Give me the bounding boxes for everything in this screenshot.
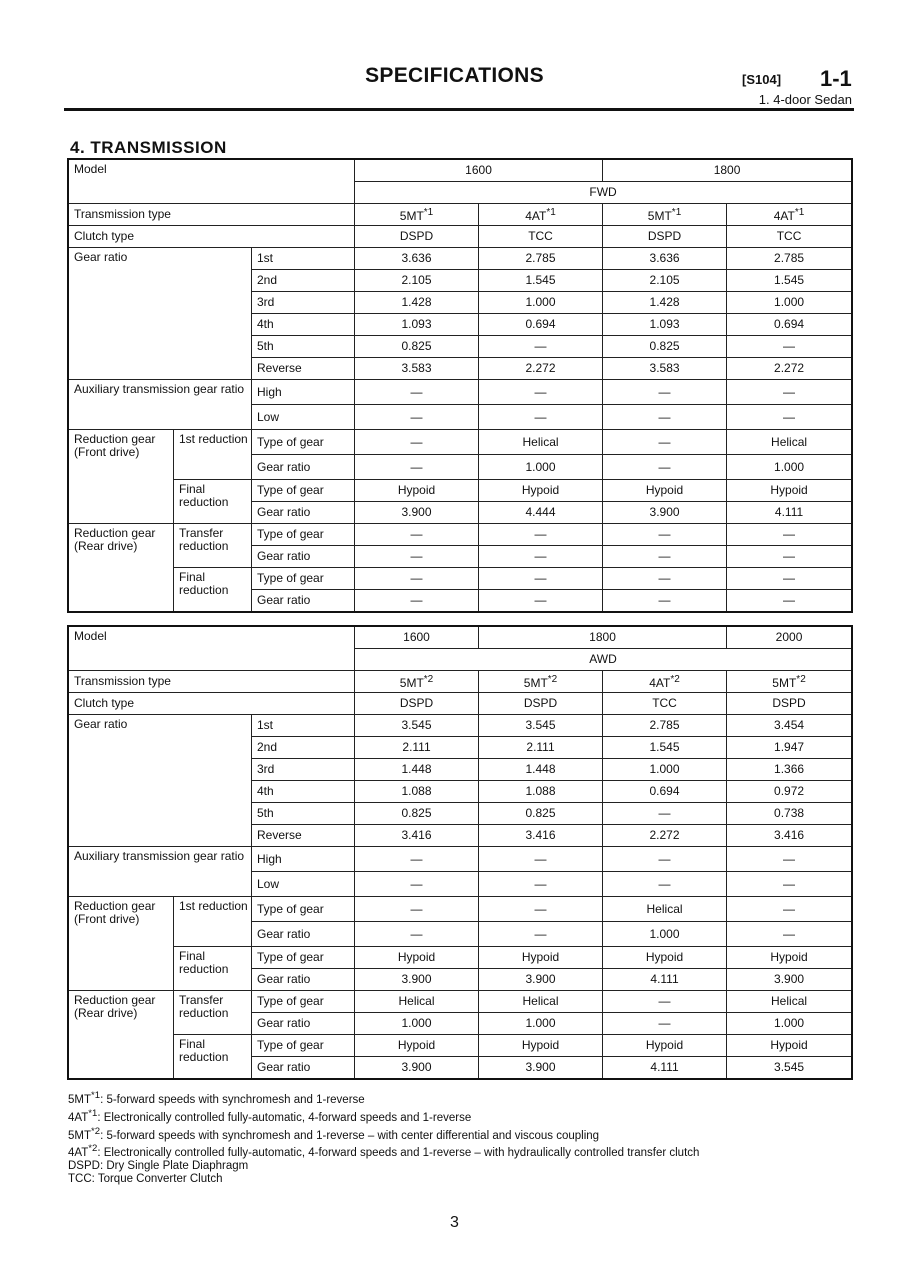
transmission-type-cell: 5MT$^{*2}$ [479,671,603,693]
value-cell: 3.900 [479,1057,603,1079]
value-cell: Helical [479,991,603,1013]
value-cell: 1.000 [727,292,852,314]
value-cell: — [355,455,479,480]
gear-label: 3rd [252,292,355,314]
aux-row-label: Low [252,405,355,430]
value-cell: — [603,546,727,568]
value-cell: — [603,568,727,590]
value-cell: 0.738 [727,803,852,825]
row-label: Type of gear [252,568,355,590]
value-cell: 3.545 [479,715,603,737]
value-cell: Hypoid [727,1035,852,1057]
value-cell: Helical [603,897,727,922]
reduction-group-label: Final reduction [174,947,252,991]
value-cell: 2.111 [479,737,603,759]
clutch-cell: TCC [479,226,603,248]
gear-label: 5th [252,336,355,358]
value-cell: 3.900 [355,969,479,991]
value-cell: — [355,847,479,872]
value-cell: 1.093 [603,314,727,336]
value-cell: — [479,380,603,405]
footnotes [68,1089,699,1186]
value-cell: Helical [355,991,479,1013]
row-label: Gear ratio [252,546,355,568]
value-cell: 4.111 [603,969,727,991]
value-cell: — [479,405,603,430]
value-cell: — [479,922,603,947]
value-cell: — [479,546,603,568]
gear-label: 2nd [252,270,355,292]
value-cell: — [355,872,479,897]
value-cell: 3.900 [727,969,852,991]
row-label: Type of gear [252,897,355,922]
footnote: 5MT$^{*1}$: 5-forward speeds with synchromesh and 1-reverse [68,1090,365,1106]
header-rule [64,108,854,111]
value-cell: 3.900 [355,502,479,524]
engine-1600: 1600 [355,627,479,649]
value-cell: 1.545 [727,270,852,292]
value-cell: — [355,524,479,546]
transmission-type-cell: 4AT$^{*1}$ [727,204,852,226]
section-code: [S104] [742,72,782,87]
value-cell: — [355,380,479,405]
row-label: Type of gear [252,947,355,969]
engine-1800: 1800 [479,627,727,649]
value-cell: 4.111 [603,1057,727,1079]
model-label: Model [69,627,355,671]
value-cell: 2.785 [479,248,603,270]
row-label: Type of gear [252,1035,355,1057]
value-cell: Helical [727,991,852,1013]
value-cell: — [479,872,603,897]
gear-label: 4th [252,314,355,336]
value-cell: Hypoid [355,947,479,969]
reduction-group-label: Final reduction [174,1035,252,1079]
value-cell: 1.000 [603,922,727,947]
value-cell: 1.448 [479,759,603,781]
value-cell: Helical [479,430,603,455]
value-cell: Hypoid [479,1035,603,1057]
front-reduction-label: Reduction gear (Front drive) [69,897,174,991]
page-reference: 1-1 [820,66,852,91]
value-cell: — [727,336,852,358]
value-cell: — [727,405,852,430]
value-cell: — [727,546,852,568]
value-cell: Hypoid [603,480,727,502]
value-cell: 3.636 [355,248,479,270]
clutch-cell: DSPD [355,693,479,715]
value-cell: 3.416 [727,825,852,847]
gear-label: 2nd [252,737,355,759]
value-cell: — [603,991,727,1013]
clutch-cell: DSPD [727,693,852,715]
value-cell: 4.444 [479,502,603,524]
drive-awd: AWD [355,649,852,671]
value-cell: 1.366 [727,759,852,781]
value-cell: — [727,380,852,405]
rear-reduction-label: Reduction gear (Rear drive) [69,991,174,1079]
footnote: 5MT$^{*2}$: 5-forward speeds with synchromesh and 1-reverse – with center differential and viscous coupling [68,1125,600,1142]
value-cell: — [479,847,603,872]
page-subtitle: 1. 4-door Sedan [758,92,852,107]
row-label: Type of gear [252,480,355,502]
rear-reduction-label: Reduction gear (Rear drive) [69,524,174,612]
value-cell: — [727,590,852,612]
value-cell: 2.785 [603,715,727,737]
gear-label: Reverse [252,825,355,847]
row-label: Gear ratio [252,922,355,947]
value-cell: 1.947 [727,737,852,759]
value-cell: 4.111 [727,502,852,524]
gear-label: 5th [252,803,355,825]
value-cell: 3.583 [603,358,727,380]
value-cell: 0.825 [355,803,479,825]
value-cell: 0.972 [727,781,852,803]
value-cell: — [603,405,727,430]
transmission-type-cell: 5MT$^{*1}$ [355,204,479,226]
value-cell: — [603,524,727,546]
footnote: 4AT$^{*1}$: Electronically controlled fully-automatic, 4-forward speeds and 1-reverse [68,1107,472,1124]
value-cell: 0.825 [479,803,603,825]
reduction-group-label: Final reduction [174,480,252,524]
value-cell: 0.694 [727,314,852,336]
value-cell: 1.088 [355,781,479,803]
value-cell: 1.000 [479,292,603,314]
value-cell: — [603,430,727,455]
value-cell: 3.900 [479,969,603,991]
clutch-cell: DSPD [355,226,479,248]
row-label: Type of gear [252,524,355,546]
value-cell: Hypoid [355,1035,479,1057]
reduction-group-label: 1st reduction [174,430,252,480]
reduction-group-label: Final reduction [174,568,252,612]
aux-row-label: High [252,380,355,405]
value-cell: 2.272 [603,825,727,847]
reduction-group-label: Transfer reduction [174,991,252,1035]
value-cell: 2.272 [479,358,603,380]
engine-2000: 2000 [727,627,852,649]
aux-gear-label: Auxiliary transmission gear ratio [69,380,252,430]
value-cell: 1.000 [479,455,603,480]
clutch-cell: DSPD [603,226,727,248]
value-cell: — [355,897,479,922]
value-cell: — [479,336,603,358]
row-label: Gear ratio [252,455,355,480]
value-cell: 2.785 [727,248,852,270]
transmission-type-label: Transmission type [69,671,355,693]
value-cell: 1.448 [355,759,479,781]
value-cell: — [727,847,852,872]
value-cell: Hypoid [355,480,479,502]
value-cell: — [603,847,727,872]
value-cell: — [603,803,727,825]
value-cell: — [355,568,479,590]
transmission-type-cell: 5MT$^{*2}$ [727,671,852,693]
row-label: Gear ratio [252,1013,355,1035]
clutch-cell: DSPD [479,693,603,715]
value-cell: 3.545 [727,1057,852,1079]
value-cell: — [603,872,727,897]
clutch-cell: TCC [603,693,727,715]
page-title: SPECIFICATIONS [365,64,544,87]
value-cell: — [355,405,479,430]
value-cell: 2.105 [355,270,479,292]
value-cell: Helical [727,430,852,455]
value-cell: 1.000 [727,1013,852,1035]
value-cell: — [355,430,479,455]
value-cell: — [727,872,852,897]
value-cell: 1.428 [355,292,479,314]
front-reduction-label: Reduction gear (Front drive) [69,430,174,524]
gear-ratio-label: Gear ratio [69,248,252,380]
row-label: Gear ratio [252,969,355,991]
row-label: Gear ratio [252,1057,355,1079]
transmission-type-label: Transmission type [69,204,355,226]
spec-table-fwd [68,159,852,612]
value-cell: Hypoid [603,947,727,969]
value-cell: — [479,568,603,590]
value-cell: Hypoid [603,1035,727,1057]
value-cell: 1.088 [479,781,603,803]
value-cell: — [603,380,727,405]
value-cell: Hypoid [479,947,603,969]
value-cell: 3.900 [355,1057,479,1079]
gear-ratio-label: Gear ratio [69,715,252,847]
value-cell: 3.583 [355,358,479,380]
value-cell: — [355,922,479,947]
model-label: Model [69,160,355,204]
value-cell: 3.636 [603,248,727,270]
page-number: 3 [450,1214,459,1231]
section-title: 4. TRANSMISSION [70,138,227,157]
value-cell: 3.545 [355,715,479,737]
aux-row-label: High [252,847,355,872]
aux-row-label: Low [252,872,355,897]
gear-label: 1st [252,715,355,737]
clutch-cell: TCC [727,226,852,248]
value-cell: 3.416 [479,825,603,847]
value-cell: 3.416 [355,825,479,847]
value-cell: — [727,568,852,590]
engine-1600: 1600 [355,160,603,182]
row-label: Type of gear [252,430,355,455]
value-cell: 2.272 [727,358,852,380]
gear-label: 4th [252,781,355,803]
spec-table-awd [68,626,852,1079]
value-cell: 1.000 [355,1013,479,1035]
value-cell: — [727,524,852,546]
value-cell: 3.454 [727,715,852,737]
row-label: Type of gear [252,991,355,1013]
value-cell: 1.093 [355,314,479,336]
value-cell: 2.111 [355,737,479,759]
value-cell: 0.694 [479,314,603,336]
footnote: TCC: Torque Converter Clutch [68,1173,223,1186]
value-cell: Hypoid [479,480,603,502]
value-cell: — [603,590,727,612]
gear-label: Reverse [252,358,355,380]
value-cell: 0.825 [603,336,727,358]
value-cell: — [355,590,479,612]
value-cell: — [479,590,603,612]
transmission-type-cell: 4AT$^{*2}$ [603,671,727,693]
reduction-group-label: Transfer reduction [174,524,252,568]
clutch-type-label: Clutch type [69,226,355,248]
drive-fwd: FWD [355,182,852,204]
clutch-type-label: Clutch type [69,693,355,715]
value-cell: — [603,455,727,480]
value-cell: 0.694 [603,781,727,803]
value-cell: — [355,546,479,568]
value-cell: 1.000 [727,455,852,480]
value-cell: — [479,897,603,922]
aux-gear-label: Auxiliary transmission gear ratio [69,847,252,897]
value-cell: — [727,922,852,947]
gear-label: 3rd [252,759,355,781]
footnote: 4AT$^{*2}$: Electronically controlled fully-automatic, 4-forward speeds and 1-reverse – with hydraulically controlled transfer clutch [68,1143,700,1160]
transmission-type-cell: 4AT$^{*1}$ [479,204,603,226]
value-cell: — [727,897,852,922]
gear-label: 1st [252,248,355,270]
value-cell: — [479,524,603,546]
footnote: DSPD: Dry Single Plate Diaphragm [68,1160,249,1173]
value-cell: Hypoid [727,947,852,969]
value-cell: — [603,1013,727,1035]
value-cell: 1.000 [603,759,727,781]
engine-1800: 1800 [603,160,852,182]
row-label: Gear ratio [252,502,355,524]
value-cell: 1.000 [479,1013,603,1035]
row-label: Gear ratio [252,590,355,612]
value-cell: 2.105 [603,270,727,292]
transmission-type-cell: 5MT$^{*2}$ [355,671,479,693]
value-cell: Hypoid [727,480,852,502]
transmission-type-cell: 5MT$^{*1}$ [603,204,727,226]
value-cell: 1.545 [479,270,603,292]
reduction-group-label: 1st reduction [174,897,252,947]
value-cell: 1.545 [603,737,727,759]
value-cell: 1.428 [603,292,727,314]
value-cell: 0.825 [355,336,479,358]
value-cell: 3.900 [603,502,727,524]
